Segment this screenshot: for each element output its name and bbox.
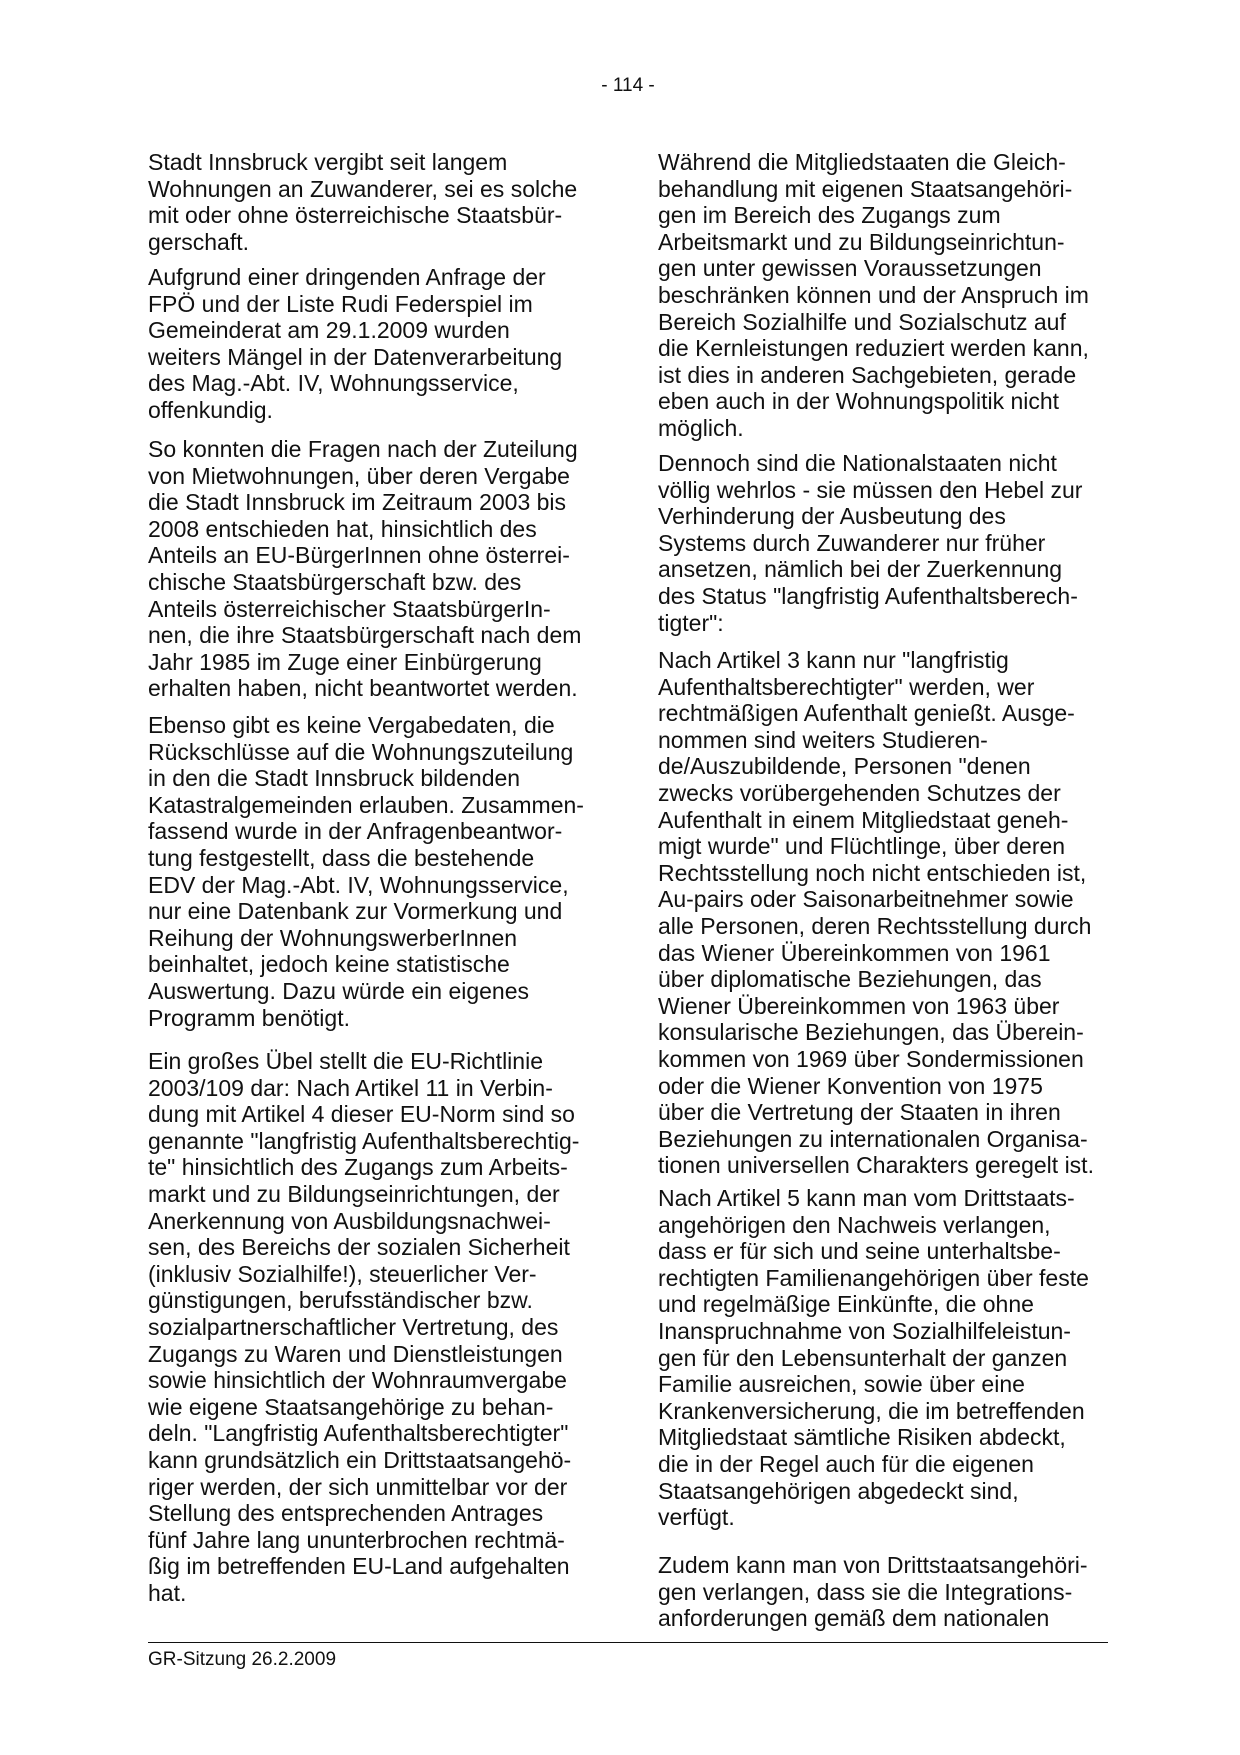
text-line: möglich. <box>658 414 744 441</box>
text-line: de/Auszubildende, Personen "denen <box>658 753 1031 780</box>
text-line: gen im Bereich des Zugangs zum <box>658 202 1001 229</box>
text-line: alle Personen, deren Rechtsstellung durch <box>658 912 1092 939</box>
text-line: Nach Artikel 3 kann nur "langfristig <box>658 647 1009 673</box>
text-line: FPÖ und der Liste Rudi Federspiel im <box>148 290 533 317</box>
text-line: Stadt Innsbruck vergibt seit langem <box>148 149 508 175</box>
footer-session-date: GR-Sitzung 26.2.2009 <box>148 1649 337 1670</box>
right-paragraph <box>658 149 1128 442</box>
text-line: Anteils österreichischer StaatsbürgerIn- <box>148 595 551 622</box>
text-line: eben auch in der Wohnungspolitik nicht <box>658 388 1060 415</box>
text-line: Jahr 1985 im Zuge einer Einbürgerung <box>148 648 542 675</box>
text-line: konsularische Beziehungen, das Überein- <box>658 1019 1084 1046</box>
text-line: Familie ausreichen, sowie über eine <box>658 1371 1025 1398</box>
text-line: die in der Regel auch für die eigenen <box>658 1450 1034 1477</box>
left-paragraph <box>148 264 618 424</box>
text-line: ist dies in anderen Sachgebieten, gerade <box>658 361 1077 388</box>
text-line: fassend wurde in der Anfragenbeantwor- <box>148 818 563 845</box>
text-line: Bereich Sozialhilfe und Sozialschutz auf <box>658 308 1066 335</box>
text-line: sowie hinsichtlich der Wohnraumvergabe <box>148 1367 567 1394</box>
text-line: beinhaltet, jedoch keine statistische <box>148 951 510 978</box>
text-line: (inklusiv Sozialhilfe!), steuerlicher Ver- <box>148 1260 537 1287</box>
text-line: Krankenversicherung, die im betreffenden <box>658 1397 1085 1424</box>
text-line: sen, des Bereichs der sozialen Sicherheit <box>148 1234 570 1261</box>
text-line: Inanspruchnahme von Sozialhilfeleistun- <box>658 1317 1071 1344</box>
text-line: oder die Wiener Konvention von 1975 <box>658 1072 1043 1099</box>
text-line: völlig wehrlos - sie müssen den Hebel zur <box>658 476 1083 503</box>
text-line: sozialpartnerschaftlicher Vertretung, des <box>148 1313 559 1340</box>
text-line: ansetzen, nämlich bei der Zuerkennung <box>658 556 1063 583</box>
text-line: Zugangs zu Waren und Dienstleistungen <box>148 1340 563 1367</box>
text-line: Anerkennung von Ausbildungsnachwei- <box>148 1207 551 1234</box>
text-line: Verhinderung der Ausbeutung des <box>658 503 1006 530</box>
text-line: Mitgliedstaat sämtliche Risiken abdeckt, <box>658 1424 1066 1451</box>
text-line: dass er für sich und seine unterhaltsbe- <box>658 1238 1061 1265</box>
text-line: erhalten haben, nicht beantwortet werden. <box>148 675 578 702</box>
text-line: gen verlangen, dass sie die Integrations- <box>658 1578 1073 1605</box>
right-paragraph <box>658 647 1128 1179</box>
right-paragraph <box>658 1552 1128 1632</box>
text-line: Aufenthalt in einem Mitgliedstaat geneh- <box>658 806 1069 833</box>
text-line: 2008 entschieden hat, hinsichtlich des <box>148 515 537 542</box>
text-line: weiters Mängel in der Datenverarbeitung <box>148 343 563 370</box>
text-line: Auswertung. Dazu würde ein eigenes <box>148 977 530 1004</box>
text-line: fünf Jahre lang ununterbrochen rechtmä- <box>148 1526 565 1553</box>
right-paragraph <box>658 1185 1128 1531</box>
text-line: EDV der Mag.-Abt. IV, Wohnungsservice, <box>148 871 569 898</box>
text-line: kann grundsätzlich ein Drittstaatsangehö- <box>148 1446 572 1473</box>
text-line: über diplomatische Beziehungen, das <box>658 966 1042 993</box>
text-line: hat. <box>148 1579 187 1606</box>
text-line: te" hinsichtlich des Zugangs zum Arbeits- <box>148 1154 568 1181</box>
footer-divider <box>148 1642 1108 1643</box>
text-line: wie eigene Staatsangehörige zu behan- <box>148 1393 554 1420</box>
text-line: gen unter gewissen Voraussetzungen <box>658 255 1042 282</box>
text-line: Beziehungen zu internationalen Organisa- <box>658 1125 1088 1152</box>
text-line: Gemeinderat am 29.1.2009 wurden <box>148 317 510 344</box>
text-line: Aufenthaltsberechtigter" werden, wer <box>658 673 1035 700</box>
text-line: von Mietwohnungen, über deren Vergabe <box>148 462 570 489</box>
text-line: rechtigten Familienangehörigen über feste <box>658 1264 1089 1291</box>
text-line: Rechtsstellung noch nicht entschieden ist, <box>658 859 1087 886</box>
text-line: Wohnungen an Zuwanderer, sei es solche <box>148 175 578 202</box>
text-line: Ebenso gibt es keine Vergabedaten, die <box>148 712 555 738</box>
text-line: angehörigen den Nachweis verlangen, <box>658 1211 1051 1238</box>
text-line: deln. "Langfristig Aufenthaltsberechtigter" <box>148 1420 569 1447</box>
text-line: dung mit Artikel 4 dieser EU-Norm sind so <box>148 1101 575 1128</box>
text-line: genannte "langfristig Aufenthaltsberechtig- <box>148 1127 580 1154</box>
left-paragraph <box>148 712 618 1031</box>
text-line: Stellung des entsprechenden Antrages <box>148 1500 544 1527</box>
text-line: 2003/109 dar: Nach Artikel 11 in Verbin- <box>148 1074 553 1101</box>
text-line: das Wiener Übereinkommen von 1961 <box>658 939 1051 966</box>
text-line: Reihung der WohnungswerberInnen <box>148 924 518 951</box>
text-line: Zudem kann man von Drittstaatsangehöri- <box>658 1552 1088 1578</box>
text-line: Anteils an EU-BürgerInnen ohne österrei- <box>148 542 570 569</box>
text-line: tionen universellen Charakters geregelt ist. <box>658 1152 1094 1179</box>
text-line: Rückschlüsse auf die Wohnungszuteilung <box>148 738 574 765</box>
text-line: günstigungen, berufsständischer bzw. <box>148 1287 533 1314</box>
text-line: behandlung mit eigenen Staatsangehöri- <box>658 175 1073 202</box>
text-line: zwecks vorübergehenden Schutzes der <box>658 779 1061 806</box>
text-line: Katastralgemeinden erlauben. Zusammen- <box>148 791 584 818</box>
text-line: chische Staatsbürgerschaft bzw. des <box>148 568 522 595</box>
text-line: riger werden, der sich unmittelbar vor der <box>148 1473 568 1500</box>
text-line: Nach Artikel 5 kann man vom Drittstaats- <box>658 1185 1075 1211</box>
text-line: die Stadt Innsbruck im Zeitraum 2003 bis <box>148 489 567 516</box>
text-line: So konnten die Fragen nach der Zuteilung <box>148 436 578 462</box>
text-line: in den die Stadt Innsbruck bildenden <box>148 765 521 792</box>
text-line: und regelmäßige Einkünfte, die ohne <box>658 1291 1034 1318</box>
text-line: mit oder ohne österreichische Staatsbür- <box>148 202 563 229</box>
text-line: nur eine Datenbank zur Vormerkung und <box>148 898 563 925</box>
right-paragraph <box>658 450 1128 636</box>
text-line: Arbeitsmarkt und zu Bildungseinrichtun- <box>658 228 1065 255</box>
text-line: Programm benötigt. <box>148 1004 350 1031</box>
text-line: Dennoch sind die Nationalstaaten nicht <box>658 450 1057 476</box>
text-line: tung festgestellt, dass die bestehende <box>148 844 535 871</box>
text-line: des Status "langfristig Aufenthaltsberech- <box>658 582 1078 609</box>
text-line: offenkundig. <box>148 396 273 423</box>
text-line: Wiener Übereinkommen von 1963 über <box>658 992 1060 1019</box>
text-line: beschränken können und der Anspruch im <box>658 281 1089 308</box>
left-paragraph <box>148 436 618 702</box>
text-line: nen, die ihre Staatsbürgerschaft nach dem <box>148 622 582 649</box>
text-line: Systems durch Zuwanderer nur früher <box>658 529 1046 556</box>
text-line: gen für den Lebensunterhalt der ganzen <box>658 1344 1068 1371</box>
text-line: die Kernleistungen reduziert werden kann, <box>658 335 1089 362</box>
text-line: ßig im betreffenden EU-Land aufgehalten <box>148 1553 570 1580</box>
text-line: nommen sind weiters Studieren- <box>658 726 988 753</box>
text-line: migt wurde" und Flüchtlinge, über deren <box>658 833 1066 860</box>
text-line: verfügt. <box>658 1504 735 1531</box>
left-paragraph <box>148 1048 618 1606</box>
text-line: Ein großes Übel stellt die EU-Richtlinie <box>148 1048 543 1074</box>
text-line: des Mag.-Abt. IV, Wohnungsservice, <box>148 370 519 397</box>
text-line: markt und zu Bildungseinrichtungen, der <box>148 1180 560 1207</box>
text-line: anforderungen gemäß dem nationalen <box>658 1605 1050 1632</box>
page-number: - 114 - <box>601 75 655 96</box>
text-line: gerschaft. <box>148 228 249 255</box>
text-line: Während die Mitgliedstaaten die Gleich- <box>658 149 1066 175</box>
text-line: Aufgrund einer dringenden Anfrage der <box>148 264 546 290</box>
text-line: Staatsangehörigen abgedeckt sind, <box>658 1477 1019 1504</box>
text-line: tigter": <box>658 609 724 636</box>
left-paragraph <box>148 149 618 255</box>
text-line: kommen von 1969 über Sondermissionen <box>658 1045 1084 1072</box>
text-line: über die Vertretung der Staaten in ihren <box>658 1099 1061 1126</box>
text-line: Au-pairs oder Saisonarbeitnehmer sowie <box>658 886 1074 913</box>
text-line: rechtmäßigen Aufenthalt genießt. Ausge- <box>658 700 1075 727</box>
